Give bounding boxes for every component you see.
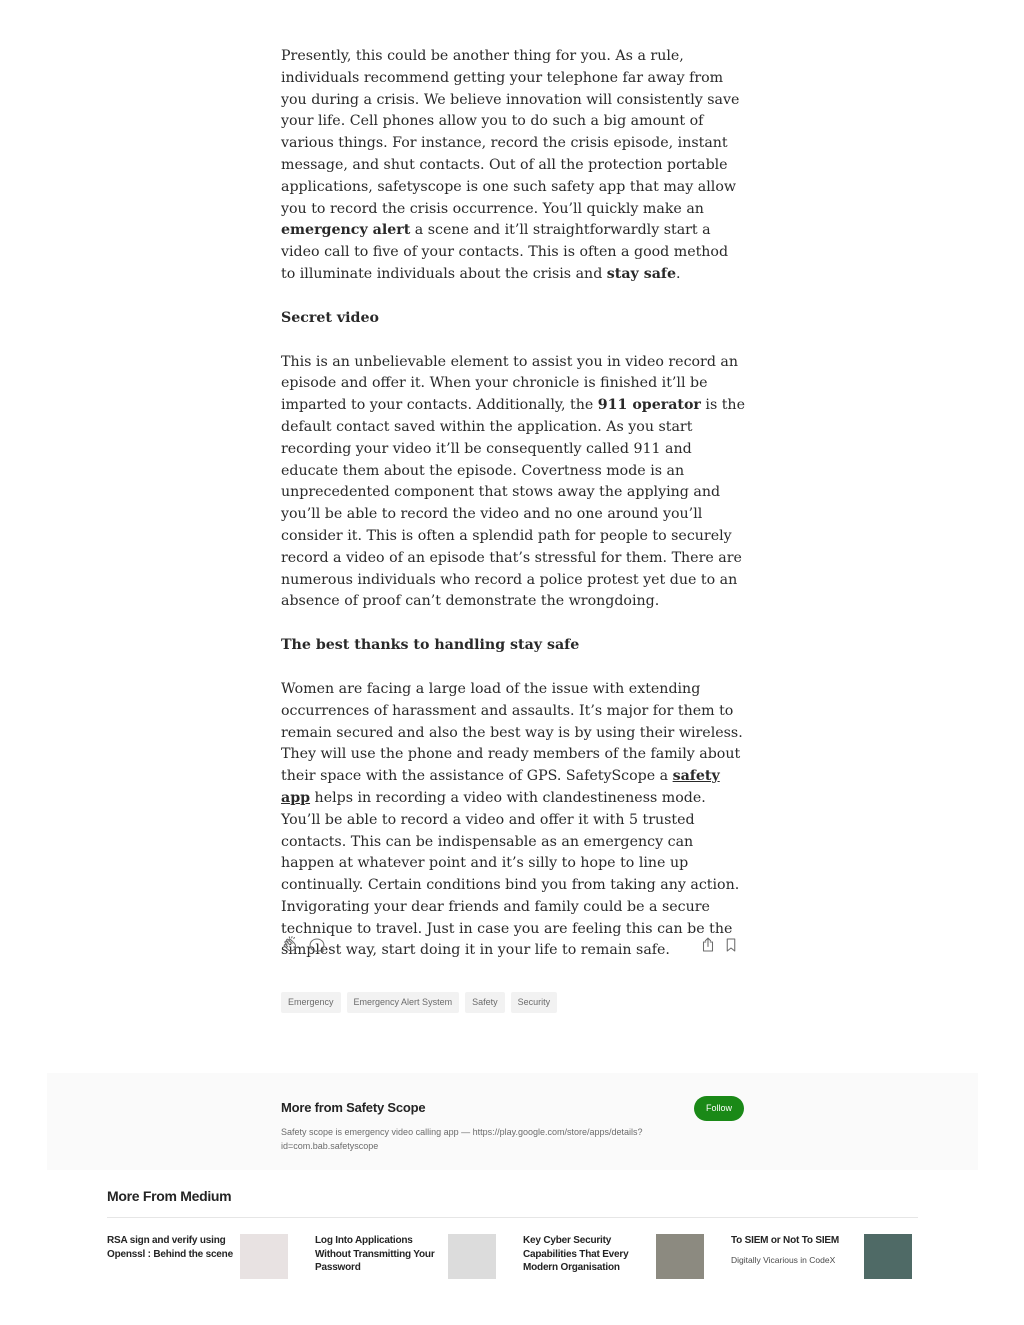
more-from-publication: [47, 1073, 978, 1170]
paragraph-text: a scene and it’ll straightforwardly start a video call to five of your contacts. This is often a good method to illuminate individuals about the crisis and: [281, 222, 729, 282]
paragraph-text: Women are facing a large load of the issue with extending occurrences of harassment and assaults. It’s major for them to remain secured and also the best way is by using their wireless. They will use the phone and ready members of the family about their space with the assistance of GPS. SafetyScope a: [281, 680, 743, 785]
tag-emergency[interactable]: Emergency: [281, 992, 341, 1013]
follow-button[interactable]: Follow: [694, 1096, 744, 1121]
publication-title[interactable]: More from Safety Scope: [281, 1100, 426, 1115]
recommended-card-title[interactable]: To SIEM or Not To SIEM: [731, 1235, 839, 1246]
emphasis-911-operator: 911 operator: [597, 397, 701, 414]
recommended-card[interactable]: [107, 1234, 289, 1280]
tag-safety[interactable]: Safety: [465, 992, 505, 1013]
paragraph-text: is the default contact saved within the application. As you start recording your video it’ll be consequently called 911 and educate them about the episode. Covertness mode is an unprecedented component that stows away the applying and you’ll be able to record the video and no one around you’ll consider it. This is often a splendid path for people to securely record a video of an episode that’s stressful for them. There are numerous individuals who record a police protest yet due to an absence of proof can’t demonstrate the wrongdoing.: [281, 397, 745, 610]
tag-security[interactable]: Security: [511, 992, 558, 1013]
tag-emergency-alert-system[interactable]: Emergency Alert System: [347, 992, 460, 1013]
bookmark-icon[interactable]: [722, 936, 742, 956]
tag-list: [281, 992, 557, 1013]
recommended-card-thumbnail[interactable]: [240, 1234, 288, 1279]
paragraph-text: helps in recording a video with clandestineness mode. You’ll be able to record a video and offer it with 5 trusted contacts. This can be indispensable as an emergency can happen at whatever point and it’s silly to hope to line up continually. Certain conditions bind you from taking any action. Invigorating your dear friends and family could be a secure technique to travel. Just in case you are feeling this can be the simplest way, start doing it in your life to remain safe.: [281, 789, 740, 959]
paragraph-text: Presently, this could be another thing for you. As a rule, individuals recommend getting your telephone far away from you during a crisis. We believe innovation will consistently save your life. Cell phones allow you to do such a big amount of various things. For instance, record the crisis episode, instant message, and shut contacts. Out of all the protection portable applications, safetyscope is one such safety app that may allow you to record the crisis occurrence. You’ll quickly make an: [281, 48, 740, 217]
heading-stay-safe: The best thanks to handling stay safe: [281, 637, 580, 654]
paragraph-text: This is an unbelievable element to assist you in video record an episode and offer it. When your chronicle is finished it’ll be imparted to your contacts. Additionally, the: [281, 353, 739, 414]
publication-description: Safety scope is emergency video calling app — https://play.google.com/store/apps/details?id=com.bab.safetyscope: [281, 1127, 643, 1151]
emphasis-stay-safe: stay safe: [606, 265, 677, 282]
recommended-card-thumbnail[interactable]: [864, 1234, 912, 1279]
recommended-card[interactable]: [731, 1234, 913, 1280]
recommended-card-thumbnail[interactable]: [448, 1234, 496, 1279]
clap-icon[interactable]: [281, 936, 301, 956]
paragraph-text: .: [676, 265, 681, 282]
article-actions: [281, 936, 745, 958]
recommended-card-title[interactable]: RSA sign and verify using Openssl : Behind the scene: [107, 1235, 233, 1260]
recommended-card-title[interactable]: Log Into Applications Without Transmitting Your Password: [315, 1235, 435, 1273]
safety-app-link[interactable]: safety app: [281, 768, 720, 806]
recommended-card-title[interactable]: Key Cyber Security Capabilities That Every Modern Organisation: [523, 1235, 629, 1273]
recommended-card-thumbnail[interactable]: [656, 1234, 704, 1279]
recommended-card[interactable]: [315, 1234, 497, 1280]
paragraph-women-safety: [281, 679, 745, 962]
comment-icon[interactable]: [308, 936, 328, 956]
recommended-card[interactable]: [523, 1234, 705, 1280]
more-from-medium: [107, 1188, 918, 1273]
recommended-card-subtitle: Digitally Vicarious in CodeX: [731, 1255, 836, 1265]
heading-secret-video: Secret video: [281, 309, 379, 326]
article-body: [281, 46, 745, 962]
paragraph-secret-video: [281, 352, 745, 614]
emphasis-emergency-alert: emergency alert: [281, 222, 411, 239]
share-icon[interactable]: [699, 936, 719, 956]
paragraph-crisis: [281, 46, 745, 286]
recommended-list: [107, 1234, 918, 1280]
more-from-medium-heading: More From Medium: [107, 1188, 918, 1218]
